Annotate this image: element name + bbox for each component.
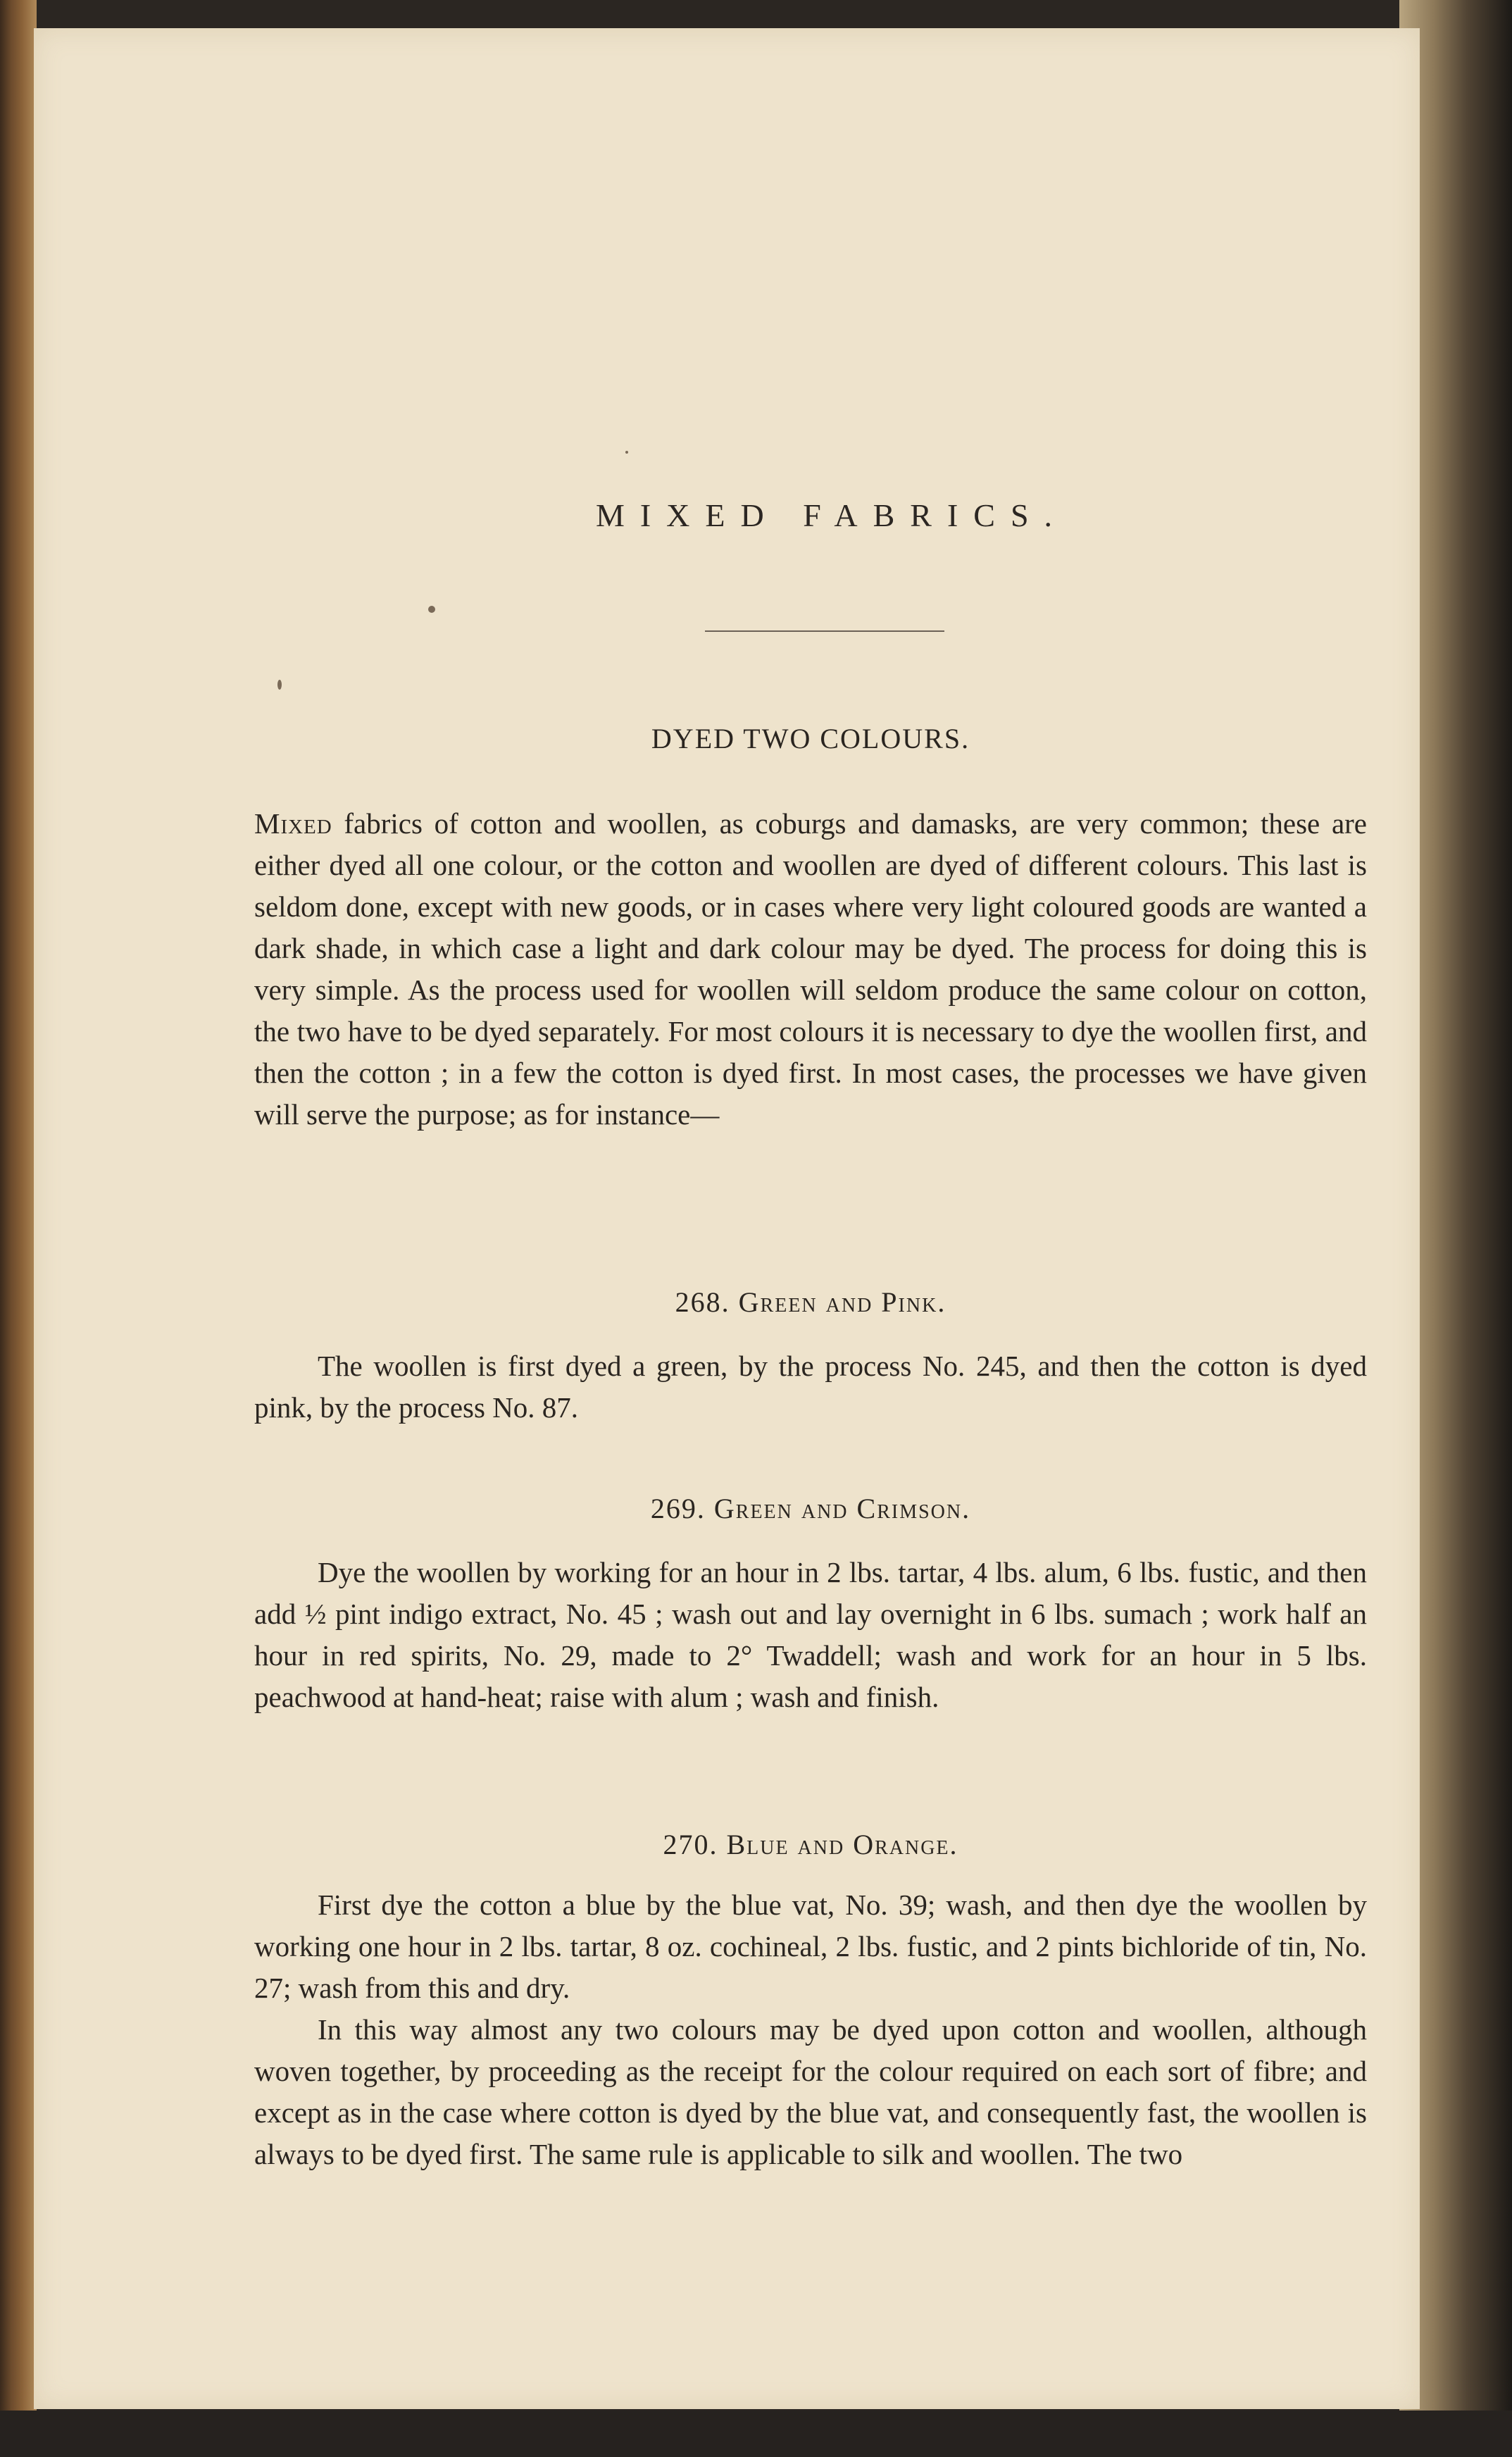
book-page [34,28,1420,2409]
intro-first-word: Mixed [254,807,332,840]
paper-speck [277,680,282,690]
section-subtitle: DYED TWO COLOURS. [651,723,970,754]
section-heading-270: 270. Blue and Orange. [663,1829,958,1860]
intro-paragraph [254,803,1367,1136]
title-rule [705,630,944,632]
book-edge-bottom [0,2411,1512,2457]
book-edge-left [0,0,37,2457]
paper-speck [625,451,628,454]
section-heading-269: 269. Green and Crimson. [650,1493,971,1524]
section-heading-268: 268. Green and Pink. [675,1286,946,1318]
book-edge-top [0,0,1512,30]
intro-text: fabrics of cotton and woollen, as coburgs and damasks, are very common; these are either dyed all one colour, or the cotton and woollen are dyed of different colours. This last is seldom done, except with new goods, or in cases where very light coloured goods are wanted a dark shade, in which case a light and dark colour may be dyed. The process for doing this is very simple. As the process used for woollen will seldom produce the same colour on cotton, the two have to be dyed separately. For most colours it is necessary to dye the woollen first, and then the cotton ; in a few the cotton is dyed first. In most cases, the processes we have given will serve the purpose; as for instance— [254,807,1367,1131]
paper-speck [428,606,435,613]
section-paragraph: In this way almost any two colours may be dyed upon cotton and woollen, although woven together, by proceeding as the receipt for the colour required on each sort of fibre; and except as in the case where cotton is dyed by the blue vat, and consequently fast, the woollen is always to be dyed first. The same rule is applicable to silk and woollen. The two [254,2013,1367,2170]
section-paragraph: Dye the woollen by working for an hour in 2 lbs. tartar, 4 lbs. alum, 6 lbs. fustic, and then add ½ pint indigo extract, No. 45 ; wash out and lay overnight in 6 lbs. sumach ; work half an hour in red spirits, No. 29, made to 2° Twaddell; wash and work for an hour in 5 lbs. peachwood at hand-heat; raise with alum ; wash and finish. [254,1556,1367,1713]
section-paragraph: First dye the cotton a blue by the blue vat, No. 39; wash, and then dye the woollen by working one hour in 2 lbs. tartar, 8 oz. cochineal, 2 lbs. fustic, and 2 pints bichloride of tin, No. 27; wash from this and dry. [254,1889,1367,2004]
section-paragraph: The woollen is first dyed a green, by the process No. 245, and then the cotton is dyed pink, by the process No. 87. [254,1350,1367,1424]
chapter-title: MIXED FABRICS. [595,497,1068,533]
